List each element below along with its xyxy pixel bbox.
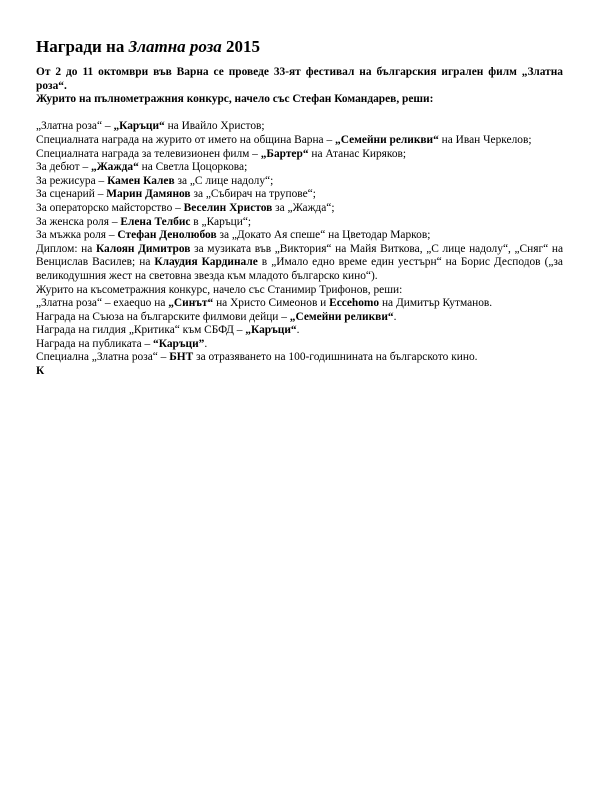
- title-year: 2015: [221, 37, 261, 56]
- award-line: За мъжка роля – Стефан Денолюбов за „Докато Ая спеше“ на Цветодар Марков;: [36, 229, 431, 242]
- award-line: За операторско майсторство – Веселин Христов за „Жажда“;: [36, 201, 335, 214]
- short-jury-line: Журито на късометражния конкурс, начело със Станимир Трифонов, реши:: [36, 283, 403, 296]
- signature-initial: К: [36, 365, 45, 378]
- diploma-paragraph: Диплом: на Калоян Димитров за музиката във „Виктория“ на Майя Виткова, „С лице надолу“, „Сняг“ на Венцислав Василев; на Клаудия Кардинале в „Имало едно време един уестърн“ на Борис Десподов („за великодушния жест на световна звезда към младото българско кино“).: [36, 242, 564, 282]
- award-line: За сценарий – Марин Дамянов за „Събирач на трупове“;: [36, 188, 316, 201]
- award-line: За режисура – Камен Калев за „С лице надолу“;: [36, 174, 274, 187]
- title-part1: Награди на: [36, 37, 129, 56]
- short-award-line: Награда на гилдия „Критика“ към СБФД – „Каръци“.: [36, 324, 300, 337]
- short-award-line: „Златна роза“ – exaequo на „Синът“ на Христо Симеонов и Eccehomo на Димитър Кутманов.: [36, 297, 493, 310]
- award-line: За женска роля – Елена Телбис в „Каръци“;: [36, 215, 252, 228]
- award-line: „Златна роза“ – „Каръци“ на Ивайло Христов;: [36, 120, 265, 133]
- feature-jury-line: Журито на пълнометражния конкурс, начело със Стефан Командарев, реши:: [36, 93, 434, 106]
- award-line: Специалната награда на журито от името на община Варна – „Семейни реликви“ на Иван Черкелов;: [36, 133, 532, 146]
- short-award-line: Специална „Златна роза“ – БНТ за отразяването на 100-годишнината на българското кино.: [36, 351, 478, 364]
- title-festival-name: Златна роза: [128, 37, 222, 56]
- blank-line: [36, 107, 563, 121]
- document-body: [36, 66, 563, 379]
- award-line: Специалната награда за телевизионен филм – „Бартер“ на Атанас Киряков;: [36, 147, 407, 160]
- short-award-line: Награда на публиката – “Каръци”.: [36, 337, 208, 350]
- page-title: [36, 36, 260, 58]
- intro-paragraph: От 2 до 11 октомври във Варна се проведе 33-ят фестивал на българския игрален филм „Златна роза“.: [36, 66, 563, 92]
- short-award-line: Награда на Съюза на българските филмови дейци – „Семейни реликви“.: [36, 310, 397, 323]
- award-line: За дебют – „Жажда“ на Светла Цоцоркова;: [36, 161, 248, 174]
